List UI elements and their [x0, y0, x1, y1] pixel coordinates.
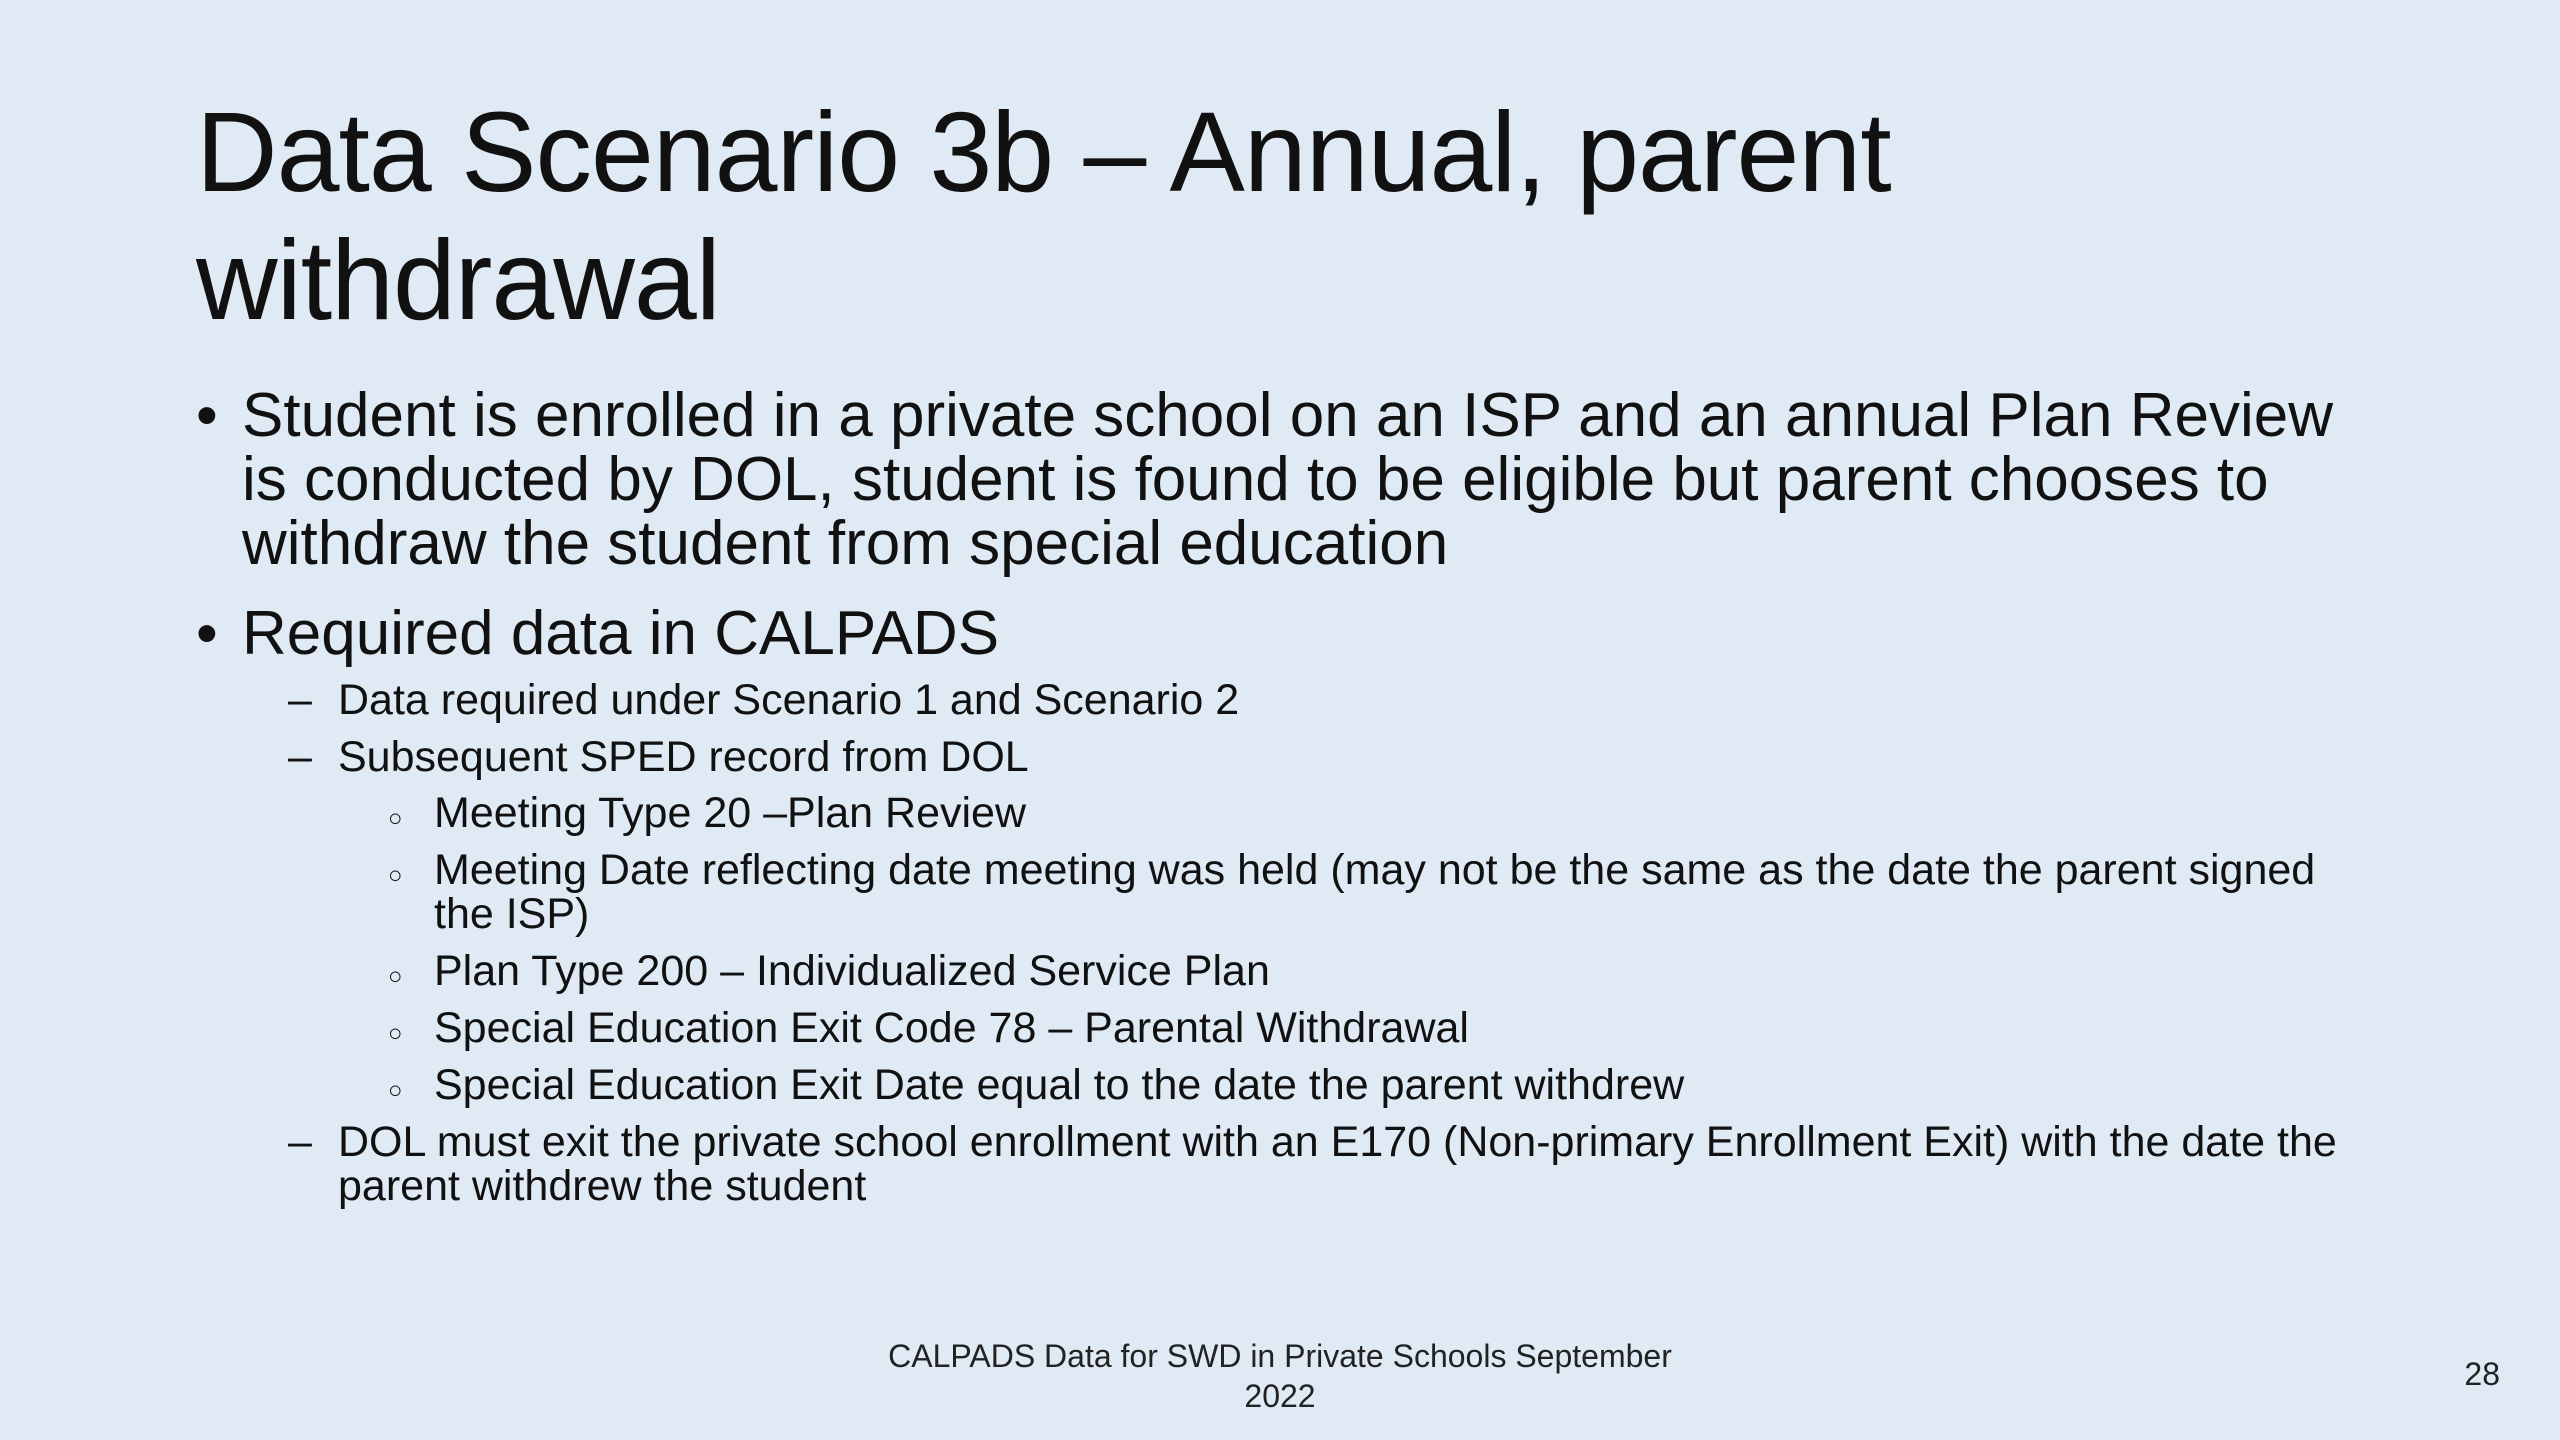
sub-bullet-point: [196, 1120, 2376, 1208]
nested-bullet-text: Meeting Type 20 –Plan Review: [434, 789, 1027, 837]
nested-bullet-text: Special Education Exit Date equal to the date the parent withdrew: [434, 1061, 1685, 1109]
sub-bullet-point: [196, 678, 2376, 722]
slide-title: Data Scenario 3b – Annual, parent withdrawal: [196, 89, 1891, 343]
nested-bullet-text: Special Education Exit Code 78 – Parental Withdrawal: [434, 1004, 1469, 1052]
slide-body: [196, 381, 2376, 1234]
circle-bullet-icon: ○: [388, 1077, 403, 1104]
sub-bullet-text: DOL must exit the private school enrollment with an E170 (Non-primary Enrollment Exit) with the date the parent withdrew the student: [338, 1118, 2337, 1210]
dash-icon: –: [288, 1118, 312, 1166]
circle-bullet-icon: ○: [388, 805, 403, 832]
circle-bullet-icon: ○: [388, 1020, 403, 1047]
circle-bullet-icon: ○: [388, 963, 403, 990]
nested-bullet-point: [338, 949, 2376, 993]
nested-bullet-list: [338, 791, 2376, 1107]
page-number: 28: [2464, 1356, 2500, 1392]
bullet-text: Student is enrolled in a private school on an ISP and an annual Plan Review is conducted by DOL, student is found to be eligible but parent chooses to withdraw the student from special education: [242, 381, 2334, 578]
bullet-dot-icon: •: [196, 599, 218, 668]
nested-bullet-text: Meeting Date reflecting date meeting was held (may not be the same as the date the parent signed the ISP): [434, 846, 2316, 938]
bullet-dot-icon: •: [196, 381, 218, 450]
nested-bullet-point: [338, 791, 2376, 835]
dash-icon: –: [288, 733, 312, 781]
nested-bullet-point: [338, 1063, 2376, 1107]
bullet-point: [196, 381, 2376, 578]
bullet-point: [196, 599, 2376, 1210]
circle-bullet-icon: ○: [388, 862, 403, 889]
sub-bullet-text: Data required under Scenario 1 and Scenario 2: [338, 676, 1240, 724]
bullet-text: Required data in CALPADS: [242, 599, 1000, 668]
sub-bullet-point: [196, 735, 2376, 1107]
nested-bullet-point: [338, 1006, 2376, 1050]
nested-bullet-text: Plan Type 200 – Individualized Service Plan: [434, 947, 1270, 995]
slide-footer: CALPADS Data for SWD in Private Schools September 2022: [888, 1338, 1672, 1414]
nested-bullet-point: [338, 848, 2376, 936]
sub-bullet-text: Subsequent SPED record from DOL: [338, 733, 1029, 781]
sub-bullet-list: [242, 678, 2376, 1208]
dash-icon: –: [288, 676, 312, 724]
